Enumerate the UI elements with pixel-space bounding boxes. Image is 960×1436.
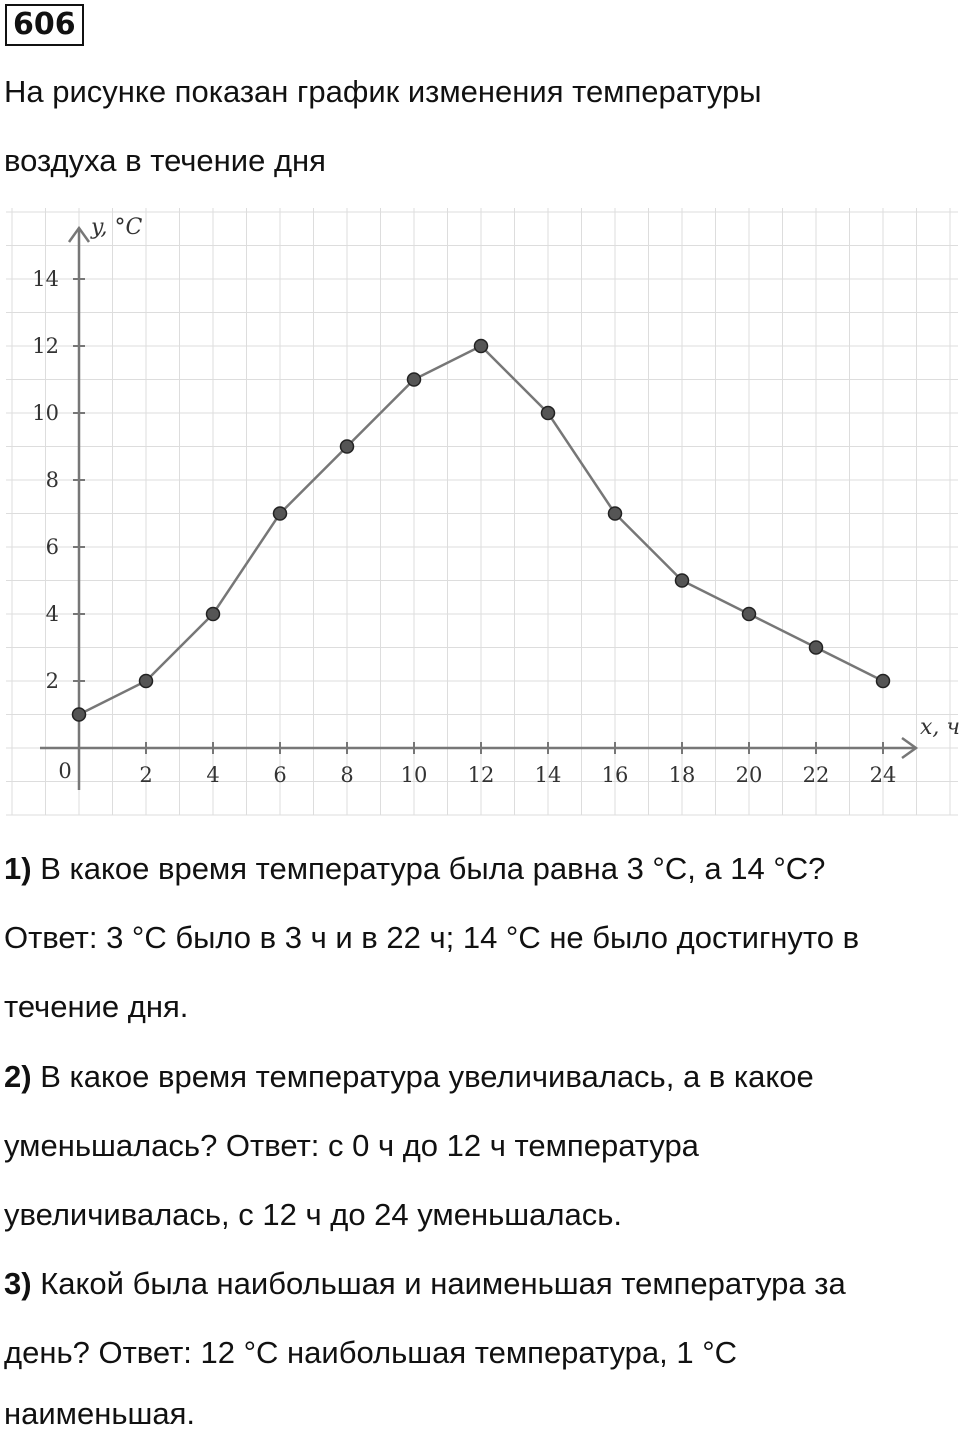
data-point: [475, 340, 488, 353]
x-tick-label: 22: [802, 763, 830, 787]
data-point: [542, 407, 555, 420]
y-tick-label: 4: [45, 602, 59, 626]
question-1-label: 1): [4, 851, 32, 886]
answer-3-line-2: наименьшая.: [4, 1396, 196, 1431]
data-point: [140, 675, 153, 688]
y-tick-label: 8: [45, 468, 59, 492]
y-tick-label: 12: [32, 334, 59, 358]
question-1-text: В какое время температура была равна 3 °С, а 14 °С?: [40, 851, 826, 886]
problem-number: 606: [5, 4, 84, 46]
x-tick-label: 4: [206, 763, 220, 787]
x-tick-label: 2: [139, 763, 153, 787]
answer-1-line-1: Ответ: 3 °С было в 3 ч и в 22 ч; 14 °С не было достигнуто в: [4, 920, 860, 955]
x-tick-label: 10: [400, 763, 428, 787]
x-axis-label: x, ч: [920, 715, 960, 740]
y-tick-label: 14: [32, 267, 59, 291]
x-tick-label: 20: [735, 763, 763, 787]
x-tick-label: 24: [869, 763, 897, 787]
answer-2-line-1: уменьшалась? Ответ: с 0 ч до 12 ч температура: [4, 1128, 699, 1163]
answer-3-line-1: день? Ответ: 12 °С наибольшая температура, 1 °С: [4, 1335, 738, 1370]
data-point: [877, 675, 890, 688]
intro-line-2: воздуха в течение дня: [4, 143, 326, 178]
question-3: [4, 1264, 846, 1304]
intro-line-1: На рисунке показан график изменения температуры: [4, 74, 762, 109]
answer-1-line-2: течение дня.: [4, 989, 189, 1024]
question-2-text: В какое время температура увеличивалась, а в какое: [40, 1059, 814, 1094]
x-tick-label: 6: [273, 763, 287, 787]
y-tick-label: 10: [32, 401, 59, 425]
origin-label: 0: [58, 759, 72, 783]
x-tick-label: 8: [340, 763, 354, 787]
data-point: [676, 574, 689, 587]
answer-2-line-2: увеличивалась, с 12 ч до 24 уменьшалась.: [4, 1197, 622, 1232]
x-tick-label: 16: [601, 763, 629, 787]
data-point: [810, 641, 823, 654]
data-point: [207, 608, 220, 621]
data-point: [73, 708, 86, 721]
temperature-chart: [0, 200, 960, 820]
y-tick-label: 2: [45, 669, 59, 693]
y-tick-label: 6: [45, 535, 59, 559]
question-2-label: 2): [4, 1059, 32, 1094]
question-2: [4, 1057, 814, 1097]
y-axis-label: y, °C: [91, 215, 143, 240]
data-point: [609, 507, 622, 520]
x-tick-label: 14: [534, 763, 562, 787]
data-point: [408, 373, 421, 386]
data-point: [743, 608, 756, 621]
data-point: [341, 440, 354, 453]
data-point: [274, 507, 287, 520]
x-tick-label: 12: [467, 763, 495, 787]
question-3-label: 3): [4, 1266, 32, 1301]
grid: [6, 208, 958, 815]
question-1: [4, 849, 825, 889]
x-tick-label: 18: [668, 763, 696, 787]
question-3-text: Какой была наибольшая и наименьшая температура за: [40, 1266, 846, 1301]
